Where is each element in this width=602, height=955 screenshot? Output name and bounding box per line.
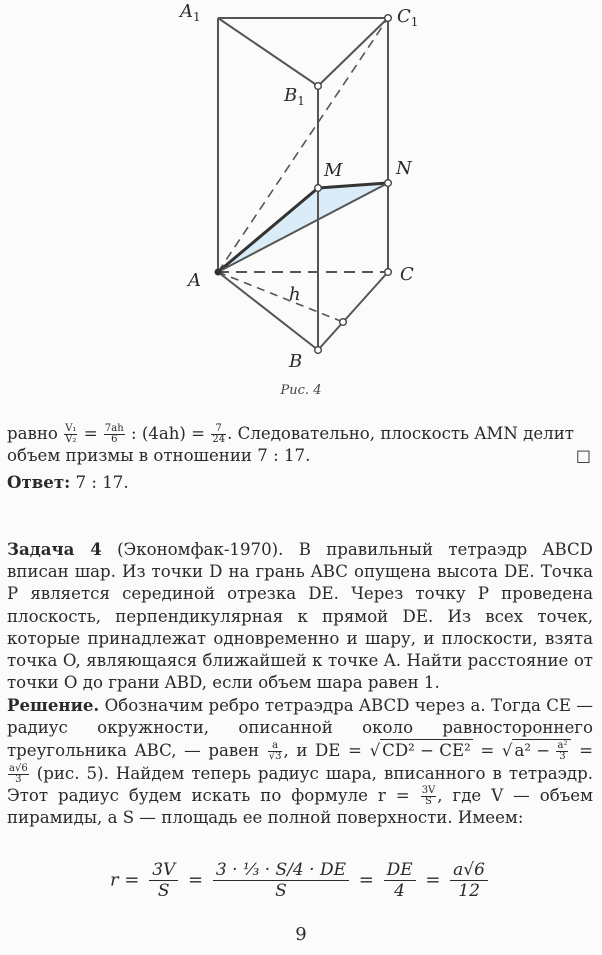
edge-a-n — [218, 183, 388, 272]
label-c: C — [400, 264, 414, 285]
label-h: h — [289, 284, 301, 305]
radius-equation: r = $\frac{3V}{S}$ = $\frac{\text{3 · ⅓ · S/4 · DE}}{S}$ = $\frac{DE}{4}$ = $\frac{a√6}{12}$ — [0, 860, 602, 901]
point-c — [385, 269, 392, 276]
figure-caption: Рис. 4 — [280, 383, 322, 398]
point-b1 — [315, 83, 322, 90]
point-m — [315, 185, 322, 192]
page-number: 9 — [295, 924, 307, 945]
edge-a-b — [218, 272, 318, 350]
label-c1: $C_1$ — [397, 6, 419, 29]
label-m: M — [324, 160, 343, 181]
fraction-v1-v2: $\frac{\text{V₁}}{\text{V₂}}$ — [65, 423, 77, 445]
problem-text: (Экономфак-1970). В правильный тетраэдр ABCD вписан шар. Из точки D на грань ABC опущена высота DE. Точка P является серединой отрезка DE. Через точку P проведена плоскость, перпендикулярная к прямой DE. Из всех точек, которые принадлежат одновременно и шару, и плоскости, взята точка O, являющаяся ближайшей к точке A. Найти расстояние от точки O до грани ABD, если объем шара равен 1. — [7, 540, 593, 693]
edge-a1-b1 — [218, 18, 318, 86]
dashed-a-c1 — [218, 18, 388, 272]
solution-paragraph: Решение. Обозначим ребро тетраэдра ABCD через a. Тогда CE — радиус окружности, описанной около равностороннего треугольника ABC, — равен $\frac{a}{√3}$ , и DE = √ CD² − CE² = √ a² − $\frac{\text{a²}}{3}$ = $\frac{a√6}{3}$ (рис. 5). Найдем теперь радиус шара, вписанного в тетраэдр. Этот радиус будем искать по формуле r = $\frac{3V}{S}$ , где V — объем пирамиды, а S — площадь ее полной поверхности. Имеем: — [7, 695, 593, 828]
dashed-height-h — [218, 272, 343, 322]
prism-figure — [0, 0, 602, 395]
label-a: A — [188, 270, 201, 291]
problem-label: Задача 4 — [7, 539, 102, 559]
answer-line — [7, 471, 593, 494]
fraction-7-24: $\frac{7}{24}$ — [212, 423, 226, 445]
paragraph-volume-ratio: равно $\frac{\text{V₁}}{\text{V₂}}$ = $\frac{7ah}{6}$ : (4ah) = $\frac{7}{24}$ . Следовательно, плоскость AMN делит объем призмы в отношении 7 : 17. □ — [7, 423, 593, 467]
answer-value: 7 : 17. — [75, 473, 129, 492]
edge-a-m — [218, 188, 318, 272]
point-b — [315, 347, 322, 354]
label-b1: $B_1$ — [284, 85, 305, 108]
edge-b1-c1 — [318, 18, 388, 86]
fraction-7ah-6: $\frac{7ah}{6}$ — [104, 423, 124, 445]
solution-label: Решение. — [7, 695, 100, 715]
qed-square: □ — [575, 446, 591, 466]
label-n: N — [396, 158, 412, 179]
problem-paragraph — [7, 538, 593, 694]
point-h-foot — [340, 319, 347, 326]
label-b: B — [289, 351, 303, 372]
point-c1 — [385, 15, 392, 22]
point-a — [215, 269, 222, 276]
edge-b-c — [318, 272, 388, 350]
point-n — [385, 180, 392, 187]
answer-label: Ответ: — [7, 472, 71, 492]
label-a1: $A_1$ — [180, 1, 201, 24]
